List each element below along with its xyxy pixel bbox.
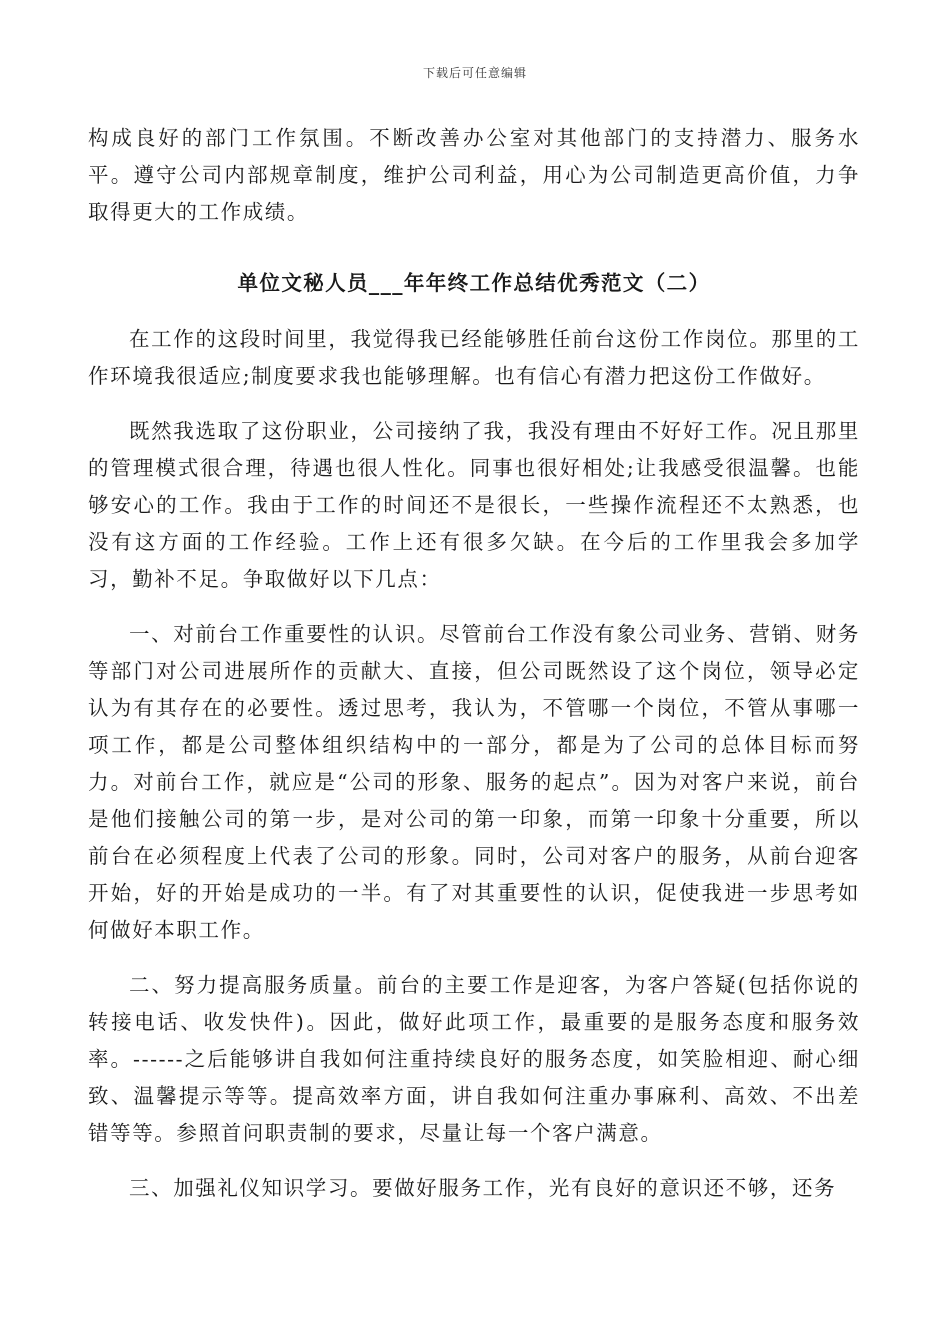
paragraph-5: 三、加强礼仪知识学习。要做好服务工作，光有良好的意识还不够，还务	[129, 1176, 837, 1200]
paragraph-2: 既然我选取了这份职业，公司接纳了我，我没有理由不好好工作。况且那里的管理模式很合理，待遇也很人性化。同事也很好相处;让我感受很温馨。也能够安心的工作。我由于工作的时间还不是很长，一些操作流程还不太熟悉，也没有这方面的工作经验。工作上还有很多欠缺。在今后的工作里我会多加学习，勤补不足。争取做好以下几点：	[88, 419, 860, 591]
paragraph-4: 二、努力提高服务质量。前台的主要工作是迎客，为客户答疑(包括你说的转接电话、收发快件)。因此，做好此项工作，最重要的是服务态度和服务效率。------之后能够讲自我如何注重持续良好的服务态度，如笑脸相迎、耐心细致、温馨提示等等。提高效率方面，讲自我如何注重办事麻利、高效、不出差错等等。参照首问职责制的要求，尽量让每一个客户满意。	[88, 973, 860, 1145]
page-header-note: 下载后可任意编辑	[422, 66, 527, 80]
document-body	[88, 120, 860, 1207]
paragraph-3: 一、对前台工作重要性的认识。尽管前台工作没有象公司业务、营销、财务等部门对公司进展所作的贡献大、直接，但公司既然设了这个岗位，领导必定认为有其存在的必要性。透过思考，我认为，不管哪一个岗位，不管从事哪一项工作，都是公司整体组织结构中的一部分，都是为了公司的总体目标而努力。对前台工作，就应是“公司的形象、服务的起点”。因为对客户来说，前台是他们接触公司的第一步，是对公司的第一印象，而第一印象十分重要，所以前台在必须程度上代表了公司的形象。同时，公司对客户的服务，从前台迎客开始，好的开始是成功的一半。有了对其重要性的认识，促使我进一步思考如何做好本职工作。	[88, 622, 860, 942]
intro-paragraph: 构成良好的部门工作氛围。不断改善办公室对其他部门的支持潜力、服务水平。遵守公司内部规章制度，维护公司利益，用心为公司制造更高价值，力争取得更大的工作成绩。	[88, 126, 860, 224]
document-title: 单位文秘人员___年年终工作总结优秀范文（二）	[237, 271, 711, 295]
paragraph-1: 在工作的这段时间里，我觉得我已经能够胜任前台这份工作岗位。那里的工作环境我很适应;制度要求我也能够理解。也有信心有潜力把这份工作做好。	[88, 327, 860, 388]
